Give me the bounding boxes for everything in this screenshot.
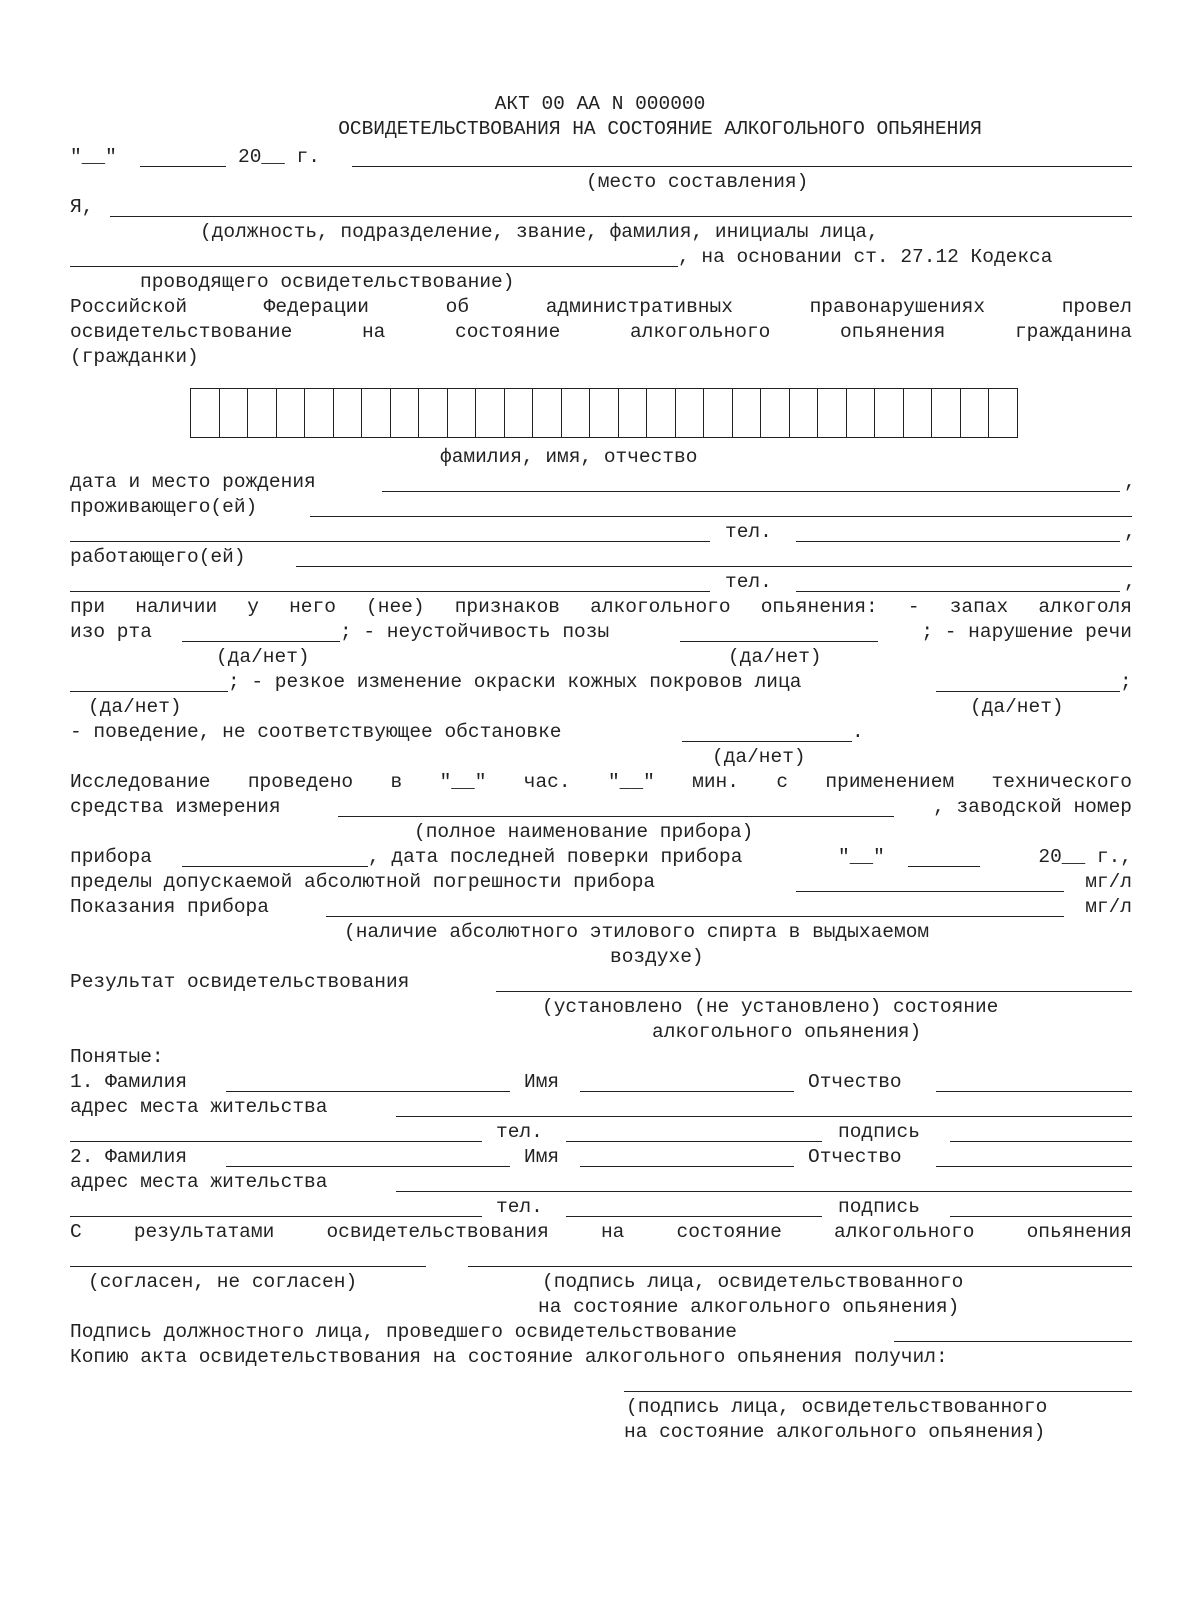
witness-2-address-line[interactable] xyxy=(396,1191,1132,1192)
readings-caption-2: воздухе) xyxy=(610,946,704,968)
word: алкогольного xyxy=(590,596,731,618)
instability-line[interactable] xyxy=(680,641,878,642)
word: проведено xyxy=(247,771,354,793)
worker-line[interactable] xyxy=(296,566,1132,567)
fio-letter-cell[interactable] xyxy=(704,389,733,437)
resident-phone-label: тел. xyxy=(725,521,772,543)
fio-letter-boxes[interactable] xyxy=(190,388,1018,438)
subject-signature-caption-2: на состояние алкогольного опьянения) xyxy=(538,1296,960,1318)
witness-2-address-label: адрес места жительства xyxy=(70,1171,328,1193)
copy-signature-caption-2: на состояние алкогольного опьянения) xyxy=(624,1421,1046,1443)
fio-letter-cell[interactable] xyxy=(676,389,705,437)
word: "__" xyxy=(607,771,655,793)
word: "__" xyxy=(439,771,487,793)
mouth-label: изо рта xyxy=(70,621,152,643)
agree-caption: (согласен, не согласен) xyxy=(88,1271,358,1293)
act-number: АКТ 00 АА N 000000 xyxy=(494,93,706,115)
fio-letter-cell[interactable] xyxy=(761,389,790,437)
witness-1-address-line-2[interactable] xyxy=(70,1141,482,1142)
worker-label: работающего(ей) xyxy=(70,546,246,568)
yes-no-caption: (да/нет) xyxy=(712,746,806,768)
witness-1-address-label: адрес места жительства xyxy=(70,1096,328,1118)
word: состояние xyxy=(455,321,561,343)
witness-1-phone-label: тел. xyxy=(496,1121,543,1143)
comma: , xyxy=(1124,571,1136,593)
worker-phone-label: тел. xyxy=(725,571,772,593)
fio-letter-cell[interactable] xyxy=(904,389,933,437)
witness-1-surname-label: 1. Фамилия xyxy=(70,1071,188,1093)
copy-signature-caption-1: (подпись лица, освидетельствованного xyxy=(626,1396,1048,1418)
fio-letter-cell[interactable] xyxy=(362,389,391,437)
word: час. xyxy=(523,771,571,793)
place-line[interactable] xyxy=(352,166,1132,167)
result-caption-1: (установлено (не установлено) состояние xyxy=(542,996,999,1018)
device-caption: (полное наименование прибора) xyxy=(414,821,754,843)
speech-label: ; - нарушение речи xyxy=(921,621,1132,643)
readings-line[interactable] xyxy=(326,916,1064,917)
fio-letter-cell[interactable] xyxy=(248,389,277,437)
paragraph-line-3 xyxy=(70,295,1132,319)
word: (нее) xyxy=(366,596,425,618)
result-caption-2: алкогольного опьянения) xyxy=(652,1021,922,1043)
resident-line-2[interactable] xyxy=(70,541,710,542)
word: на xyxy=(600,1221,625,1243)
witness-2-phone-line[interactable] xyxy=(566,1216,822,1217)
word: Российской xyxy=(70,296,188,318)
fio-letter-cell[interactable] xyxy=(277,389,306,437)
word: об xyxy=(445,296,470,318)
witness-2-patronymic-label: Отчество xyxy=(808,1146,902,1168)
yes-no-caption: (да/нет) xyxy=(970,696,1064,718)
fio-letter-cell[interactable] xyxy=(932,389,961,437)
word: опьянения xyxy=(840,321,946,343)
officer-signature-label: Подпись должностного лица, проведшего освидетельствование xyxy=(70,1321,738,1343)
worker-line-2[interactable] xyxy=(70,591,710,592)
readings-unit: мг/л xyxy=(1085,896,1132,918)
word: Федерации xyxy=(263,296,369,318)
witness-1-name-line[interactable] xyxy=(580,1091,794,1092)
fio-letter-cell[interactable] xyxy=(305,389,334,437)
fio-letter-cell[interactable] xyxy=(448,389,477,437)
witness-1-signature-line[interactable] xyxy=(950,1141,1132,1142)
witness-1-phone-line[interactable] xyxy=(566,1141,822,1142)
fio-letter-cell[interactable] xyxy=(476,389,505,437)
word: освидетельствование xyxy=(70,321,293,343)
fio-letter-cell[interactable] xyxy=(191,389,220,437)
readings-label: Показания прибора xyxy=(70,896,269,918)
subject-signature-line[interactable] xyxy=(468,1266,1132,1267)
word: него xyxy=(289,596,336,618)
witness-2-name-label: Имя xyxy=(524,1146,560,1168)
officer-prefix: Я, xyxy=(70,196,94,218)
witness-1-patronymic-line[interactable] xyxy=(936,1091,1132,1092)
witness-1-signature-label: подпись xyxy=(838,1121,920,1143)
word: алкогольного xyxy=(834,1221,975,1243)
fio-caption: фамилия, имя, отчество xyxy=(440,446,698,468)
fio-letter-cell[interactable] xyxy=(818,389,847,437)
fio-letter-cell[interactable] xyxy=(647,389,676,437)
witnesses-title: Понятые: xyxy=(70,1046,164,1068)
word: с xyxy=(776,771,789,793)
fio-letter-cell[interactable] xyxy=(391,389,420,437)
fio-letter-cell[interactable] xyxy=(733,389,762,437)
calibration-month-line[interactable] xyxy=(908,866,980,867)
fio-letter-cell[interactable] xyxy=(562,389,591,437)
error-unit: мг/л xyxy=(1085,871,1132,893)
agreement-line xyxy=(70,1220,1132,1244)
means-line[interactable] xyxy=(338,816,894,817)
resident-line[interactable] xyxy=(310,516,1132,517)
word: алкоголя xyxy=(1038,596,1132,618)
witness-2-signature-line[interactable] xyxy=(950,1216,1132,1217)
word: состояние xyxy=(676,1221,782,1243)
witness-2-patronymic-line[interactable] xyxy=(936,1166,1132,1167)
error-line[interactable] xyxy=(796,891,1064,892)
officer-line[interactable] xyxy=(110,216,1132,217)
mouth-line[interactable] xyxy=(182,641,340,642)
word: освидетельствования xyxy=(326,1221,549,1243)
error-label: пределы допускаемой абсолютной погрешности прибора xyxy=(70,871,656,893)
copy-signature-line[interactable] xyxy=(624,1391,1132,1392)
behavior-line[interactable] xyxy=(682,741,852,742)
readings-caption-1: (наличие абсолютного этилового спирта в выдыхаемом xyxy=(344,921,930,943)
word: С xyxy=(70,1221,82,1243)
witness-2-surname-label: 2. Фамилия xyxy=(70,1146,188,1168)
word: у xyxy=(247,596,259,618)
skin-line[interactable] xyxy=(936,691,1120,692)
word: технического xyxy=(991,771,1132,793)
yes-no-caption: (да/нет) xyxy=(728,646,822,668)
agree-line[interactable] xyxy=(70,1266,426,1267)
copy-received-label: Копию акта освидетельствования на состояние алкогольного опьянения получил: xyxy=(70,1346,948,1368)
basis-text: , на основании ст. 27.12 Кодекса xyxy=(678,246,1053,268)
date-year: 20__ г. xyxy=(238,146,320,168)
word: алкогольного xyxy=(629,321,771,343)
birth-label: дата и место рождения xyxy=(70,471,316,493)
officer-line-2[interactable] xyxy=(70,266,678,267)
calibration-day: "__" xyxy=(838,846,885,868)
officer-signature-line[interactable] xyxy=(894,1341,1132,1342)
speech-line[interactable] xyxy=(70,691,228,692)
means-label: средства измерения xyxy=(70,796,281,818)
word: - xyxy=(907,596,920,618)
date-month-line[interactable] xyxy=(140,166,226,167)
word: опьянения: xyxy=(760,596,878,618)
witness-2-name-line[interactable] xyxy=(580,1166,794,1167)
word: результатами xyxy=(133,1221,275,1243)
fio-letter-cell[interactable] xyxy=(220,389,249,437)
period: . xyxy=(852,721,864,743)
fio-letter-cell[interactable] xyxy=(334,389,363,437)
serial-label: , заводской номер xyxy=(933,796,1132,818)
word: опьянения xyxy=(1026,1221,1132,1243)
word: на xyxy=(361,321,386,343)
fio-letter-cell[interactable] xyxy=(875,389,904,437)
word: правонарушениях xyxy=(809,296,986,318)
place-caption: (место составления) xyxy=(586,171,809,193)
officer-caption-1: (должность, подразделение, звание, фамилия, инициалы лица, xyxy=(200,221,879,243)
signs-line-1 xyxy=(70,595,1132,619)
research-line-1 xyxy=(70,770,1132,794)
witness-2-surname-line[interactable] xyxy=(226,1166,510,1167)
witness-1-surname-line[interactable] xyxy=(226,1091,510,1092)
paragraph-line-5: (гражданки) xyxy=(70,346,199,368)
skin-label: ; - резкое изменение окраски кожных покровов лица xyxy=(228,671,802,693)
witness-1-patronymic-label: Отчество xyxy=(808,1071,902,1093)
instability-label: ; - неустойчивость позы xyxy=(340,621,610,643)
word: мин. xyxy=(692,771,739,793)
word: применением xyxy=(825,771,955,793)
word: наличии xyxy=(135,596,218,618)
yes-no-caption: (да/нет) xyxy=(216,646,310,668)
semicolon: ; xyxy=(1120,671,1132,693)
act-title: ОСВИДЕТЕЛЬСТВОВАНИЯ НА СОСТОЯНИЕ АЛКОГОЛЬНОГО ОПЬЯНЕНИЯ xyxy=(338,118,982,140)
witness-1-name-label: Имя xyxy=(524,1071,560,1093)
fio-letter-cell[interactable] xyxy=(847,389,876,437)
comma: , xyxy=(1124,471,1136,493)
subject-signature-caption-1: (подпись лица, освидетельствованного xyxy=(542,1271,964,1293)
behavior-label: - поведение, не соответствующее обстановке xyxy=(70,721,562,743)
fio-letter-cell[interactable] xyxy=(790,389,819,437)
witness-2-signature-label: подпись xyxy=(838,1196,920,1218)
witness-1-address-line[interactable] xyxy=(396,1116,1132,1117)
fio-letter-cell[interactable] xyxy=(533,389,562,437)
fio-letter-cell[interactable] xyxy=(590,389,619,437)
resident-label: проживающего(ей) xyxy=(70,496,258,518)
calibration-label: , дата последней поверки прибора xyxy=(368,846,743,868)
fio-letter-cell[interactable] xyxy=(961,389,990,437)
fio-letter-cell[interactable] xyxy=(619,389,648,437)
yes-no-caption: (да/нет) xyxy=(88,696,182,718)
word: гражданина xyxy=(1014,321,1132,343)
witness-2-address-line-2[interactable] xyxy=(70,1216,482,1217)
word: при xyxy=(70,596,106,618)
fio-letter-cell[interactable] xyxy=(419,389,448,437)
word: провел xyxy=(1061,296,1132,318)
birth-line[interactable] xyxy=(382,491,1120,492)
word: запах xyxy=(949,596,1009,618)
word: в xyxy=(390,771,403,793)
word: Исследование xyxy=(70,771,211,793)
word: признаков xyxy=(454,596,561,618)
worker-phone-line[interactable] xyxy=(796,591,1120,592)
resident-phone-line[interactable] xyxy=(796,541,1120,542)
word: административных xyxy=(545,296,733,318)
result-line[interactable] xyxy=(496,991,1132,992)
fio-letter-cell[interactable] xyxy=(989,389,1017,437)
result-label: Результат освидетельствования xyxy=(70,971,410,993)
fio-letter-cell[interactable] xyxy=(505,389,534,437)
device-label: прибора xyxy=(70,846,152,868)
serial-line[interactable] xyxy=(182,866,368,867)
comma: , xyxy=(1124,521,1136,543)
date-day: "__" xyxy=(70,146,117,168)
officer-caption-2: проводящего освидетельствование) xyxy=(140,271,515,293)
paragraph-line-4 xyxy=(70,320,1132,344)
witness-2-phone-label: тел. xyxy=(496,1196,543,1218)
calibration-year: 20__ г., xyxy=(1038,846,1132,868)
